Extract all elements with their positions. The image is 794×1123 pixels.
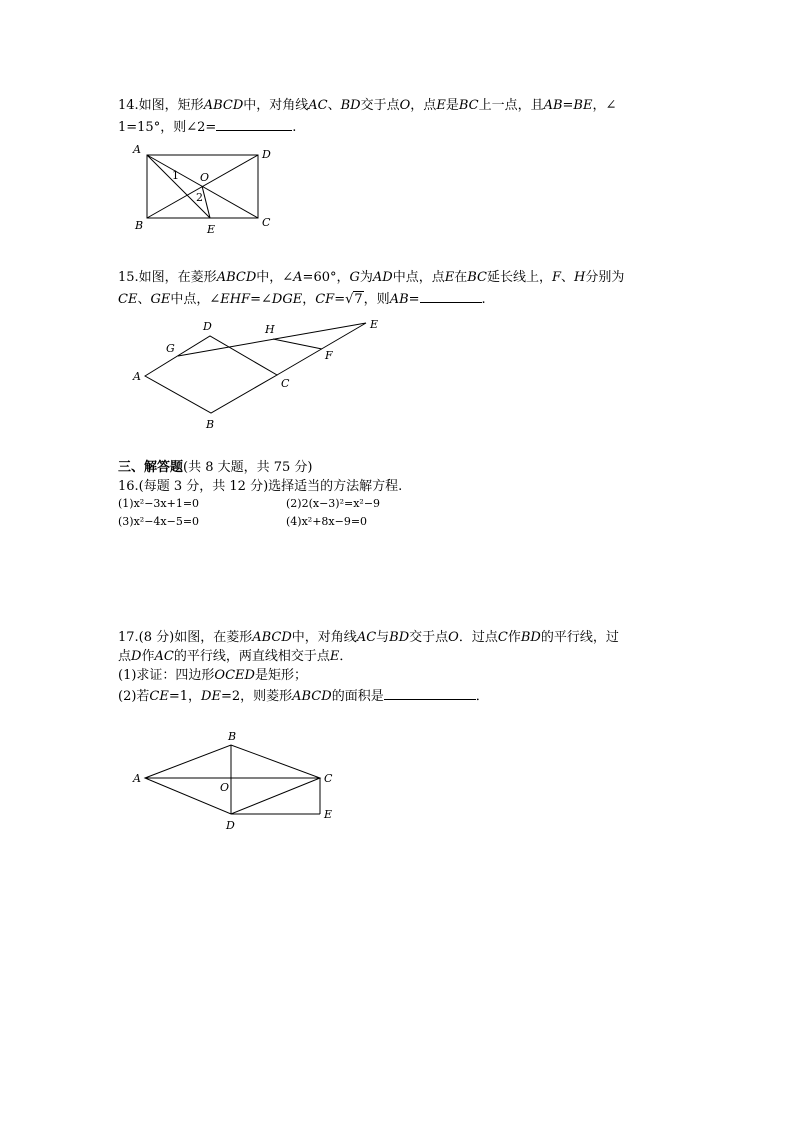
q14-label-d: D — [262, 148, 271, 161]
q14-text: 1=15°，则∠2= — [118, 120, 217, 135]
q17-var: ABCD — [292, 689, 332, 704]
q17-stem-line1 — [118, 628, 619, 648]
q17-part2 — [118, 685, 489, 707]
q17-text: (2)若 — [118, 689, 150, 704]
q17-stem-line2 — [118, 647, 352, 667]
q15-var: GE — [150, 292, 171, 307]
q17-text: 作 — [141, 649, 155, 664]
section3-heading — [118, 458, 313, 478]
q16-equation-2: (2)2(x−3)²=x²−9 — [286, 497, 381, 510]
q17-var: BD — [389, 630, 410, 645]
q17-var: AC — [154, 649, 174, 664]
q15-label-f: F — [325, 349, 333, 362]
q15-figure — [132, 318, 378, 431]
q15-text: 中点，∠ — [170, 292, 221, 307]
q15-text: 、 — [137, 292, 151, 307]
q17-text: =2，则菱形 — [220, 689, 293, 704]
q14-label-e: E — [207, 223, 216, 236]
q17-label-o: O — [220, 781, 230, 794]
q15-rhombus — [145, 336, 277, 413]
q16-equation-1: (1)x²−3x+1=0 — [118, 497, 200, 510]
q15-answer-blank[interactable] — [420, 288, 482, 303]
q17-part1 — [118, 666, 307, 686]
q17-text: ． — [475, 689, 489, 704]
q14-text: ，∠ — [592, 98, 617, 113]
q15-label-b: B — [206, 418, 215, 431]
q17-var: C — [497, 630, 508, 645]
q15-var: G — [349, 270, 360, 285]
q15-label-h: H — [265, 323, 275, 336]
q17-var: D — [131, 649, 142, 664]
q17-answer-blank[interactable] — [384, 685, 476, 700]
q14-text: 、 — [327, 98, 341, 113]
q15-text: 为 — [359, 270, 373, 285]
q14-text: ，点 — [410, 98, 437, 113]
q17-text: 的平行线，过 — [540, 630, 619, 645]
q15-label-g: G — [166, 342, 175, 355]
q17-var: CE — [149, 689, 169, 704]
q15-text: = — [334, 292, 346, 307]
q17-var: AC — [356, 630, 377, 645]
q17-text: ． — [339, 649, 353, 664]
q15-sqrt — [345, 290, 364, 310]
q15-text: 、 — [561, 270, 575, 285]
q17-text: 交于点 — [409, 630, 449, 645]
q14-var: O — [399, 98, 411, 113]
q17-text: =1， — [168, 689, 202, 704]
q17-text: ．过点 — [458, 630, 498, 645]
q14-var: AC — [308, 98, 328, 113]
q15-text: 分别为 — [585, 270, 625, 285]
q15-var: EHF — [220, 292, 251, 307]
q15-text: = — [408, 292, 420, 307]
q16-stem — [118, 477, 402, 497]
q15-var: E — [444, 270, 455, 285]
q14-segment-ae — [147, 155, 210, 218]
q16-text: 16.(每题 3 分，共 12 分)选择适当的方法解方程. — [118, 479, 403, 494]
section3-title: 三、解答题 — [118, 460, 184, 475]
q17-var: DE — [201, 689, 221, 704]
q15-stem-line1 — [118, 268, 624, 288]
q17-text: 17.(8 分)如图，在菱形 — [118, 630, 253, 645]
q15-var: F — [552, 270, 562, 285]
q17-text: (1)求证：四边形 — [118, 668, 215, 683]
q14-label-b: B — [135, 219, 144, 232]
q17-var: OCED — [214, 668, 255, 683]
q14-text: . — [292, 120, 297, 135]
q15-text: 中，∠ — [256, 270, 294, 285]
q17-text: 是矩形； — [254, 668, 307, 683]
q14-text: 是 — [445, 98, 459, 113]
q15-text: ，则 — [363, 292, 390, 307]
q14-text: 中，对角线 — [243, 98, 309, 113]
q17-label-d: D — [226, 819, 235, 832]
q15-text: 延长线上， — [486, 270, 552, 285]
q15-segment-hf — [273, 339, 322, 349]
q14-angle-1: 1 — [172, 169, 179, 182]
q14-text: 交于点 — [360, 98, 400, 113]
q17-text: 与 — [376, 630, 390, 645]
q14-figure — [132, 143, 271, 236]
q17-figure — [132, 730, 333, 832]
q17-var: O — [448, 630, 459, 645]
q14-var: BC — [458, 98, 479, 113]
q17-rhombus — [145, 745, 320, 814]
q15-label-c: C — [281, 377, 290, 390]
q17-var: ABCD — [252, 630, 292, 645]
q14-var: E — [436, 98, 446, 113]
q15-sqrt-sign: √ — [345, 292, 354, 307]
q15-text: ， — [302, 292, 316, 307]
q15-var: AB — [389, 292, 409, 307]
q14-text: 上一点，且 — [478, 98, 544, 113]
q15-text: =∠ — [250, 292, 272, 307]
q14-var: AB=BE — [543, 98, 593, 113]
q16-equation-4: (4)x²+8x−9=0 — [286, 515, 368, 528]
q15-var: H — [574, 270, 586, 285]
q15-var: ABCD — [216, 270, 257, 285]
q14-text: 14.如图，矩形 — [118, 98, 204, 113]
q15-text: 在 — [454, 270, 468, 285]
q14-label-c: C — [262, 216, 271, 229]
q17-label-e: E — [324, 808, 333, 821]
q17-text: 作 — [507, 630, 521, 645]
q15-text: 15.如图，在菱形 — [118, 270, 217, 285]
q15-label-e: E — [370, 318, 379, 331]
q17-label-a: A — [133, 772, 141, 785]
q15-stem-line2 — [118, 288, 486, 310]
q14-angle-2: 2 — [196, 191, 203, 204]
q15-text: . — [481, 292, 486, 307]
q14-label-a: A — [133, 143, 141, 156]
q15-label-a: A — [133, 370, 141, 383]
q14-var: ABCD — [203, 98, 244, 113]
q17-text: 的平行线，两直线相交于点 — [173, 649, 330, 664]
section3-subtitle: (共 8 大题，共 75 分) — [183, 460, 313, 475]
q14-segment-oe — [202, 186, 210, 218]
q17-text: 的面积是 — [331, 689, 384, 704]
q15-text: 中点，点 — [392, 270, 445, 285]
q17-label-c: C — [324, 772, 333, 785]
q16-equation-3: (3)x²−4x−5=0 — [118, 515, 200, 528]
q17-var: BD — [520, 630, 541, 645]
q15-var: BC — [467, 270, 487, 285]
q15-var: CF — [315, 292, 335, 307]
q15-text: =60°， — [302, 270, 350, 285]
q15-sqrt-radicand: 7 — [354, 292, 363, 307]
q15-var: AD — [372, 270, 393, 285]
q14-label-o: O — [200, 171, 210, 184]
q15-var: DGE — [271, 292, 303, 307]
q14-var: BD — [340, 98, 361, 113]
q17-text: 点 — [118, 649, 132, 664]
q15-var: A — [293, 270, 303, 285]
q15-label-d: D — [203, 320, 212, 333]
q17-label-b: B — [228, 730, 237, 743]
q15-var: CE — [118, 292, 138, 307]
q17-var: E — [329, 649, 340, 664]
q17-text: 中，对角线 — [291, 630, 357, 645]
